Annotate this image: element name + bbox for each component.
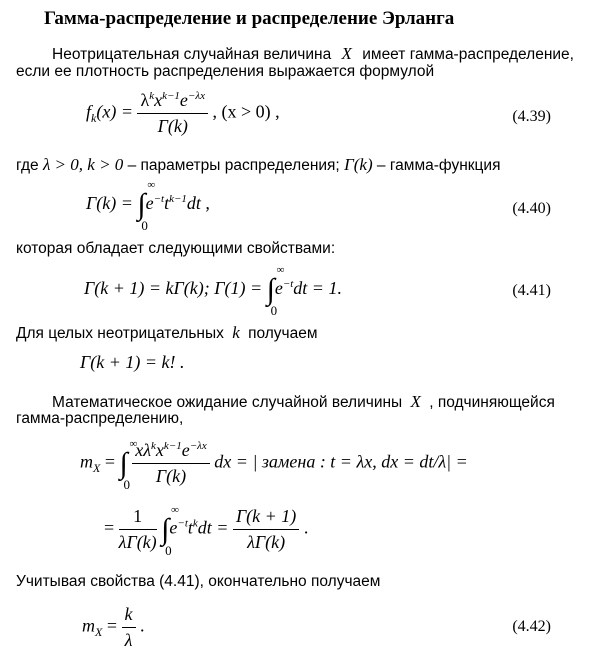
equation-number-4-42: (4.42) — [512, 618, 551, 635]
equation-4-39: $f_k(x)$ = $\frac{\lambda^kx^{k-1}e^{-\lambda x}}{\Gamma(k)}$ , (x > 0) , — [86, 90, 280, 136]
properties-line: которая обладает следующими свойствами: — [16, 240, 336, 257]
paragraph-2-line-2: гамма-распределению, — [16, 410, 184, 427]
parameters-line: где λ > 0, k > 0 – параметры распределения; Γ(k) – гамма-функция — [16, 155, 501, 174]
equation-number-4-39: (4.39) — [512, 108, 551, 125]
equation-number-4-40: (4.40) — [512, 200, 551, 217]
integer-line: Для целых неотрицательных k получаем — [16, 323, 318, 342]
final-line: Учитывая свойства (4.41), окончательно получаем — [16, 573, 381, 590]
factorial-equation: Γ(k + 1) = k! . — [80, 352, 185, 372]
paragraph-1-line-2: если ее плотность распределения выражается формулой — [16, 63, 435, 80]
equation-4-42: $m_X$ = $\frac{k}{\lambda}$ . — [82, 604, 145, 650]
page-title: Гамма-распределение и распределение Эрланга — [44, 8, 455, 29]
equation-4-40: Γ(k) = ∫ ∞ 0 $e^{-t}t^{k-1}dt$ , — [86, 179, 210, 233]
equation-4-41: Γ(k + 1) = kΓ(k); Γ(1) = ∫ ∞ 0 $e^{-t}dt = 1$. — [84, 264, 342, 318]
equation-number-4-41: (4.41) — [512, 282, 551, 299]
expectation-equation-2: = $\frac{1}{\lambda\Gamma(k)}$ ∫ ∞ 0 $e^{-t}t^kdt$ = $\frac{\Gamma(k + 1)}{\lambda\Gamma(k)}$ . — [104, 503, 309, 558]
paragraph-1-line-1: Неотрицательная случайная величина X имеет гамма-распределение, — [52, 44, 574, 63]
expectation-equation-1: $m_X$ = ∫ ∞ 0 $\frac{x\lambda^kx^{k-1}e^{-\lambda x}}{\Gamma(k)}$ dx = | замена : t = λx, dx = dt/λ| = — [80, 437, 468, 492]
paragraph-2-line-1: Математическое ожидание случайной величины X , подчиняющейся — [52, 392, 555, 411]
